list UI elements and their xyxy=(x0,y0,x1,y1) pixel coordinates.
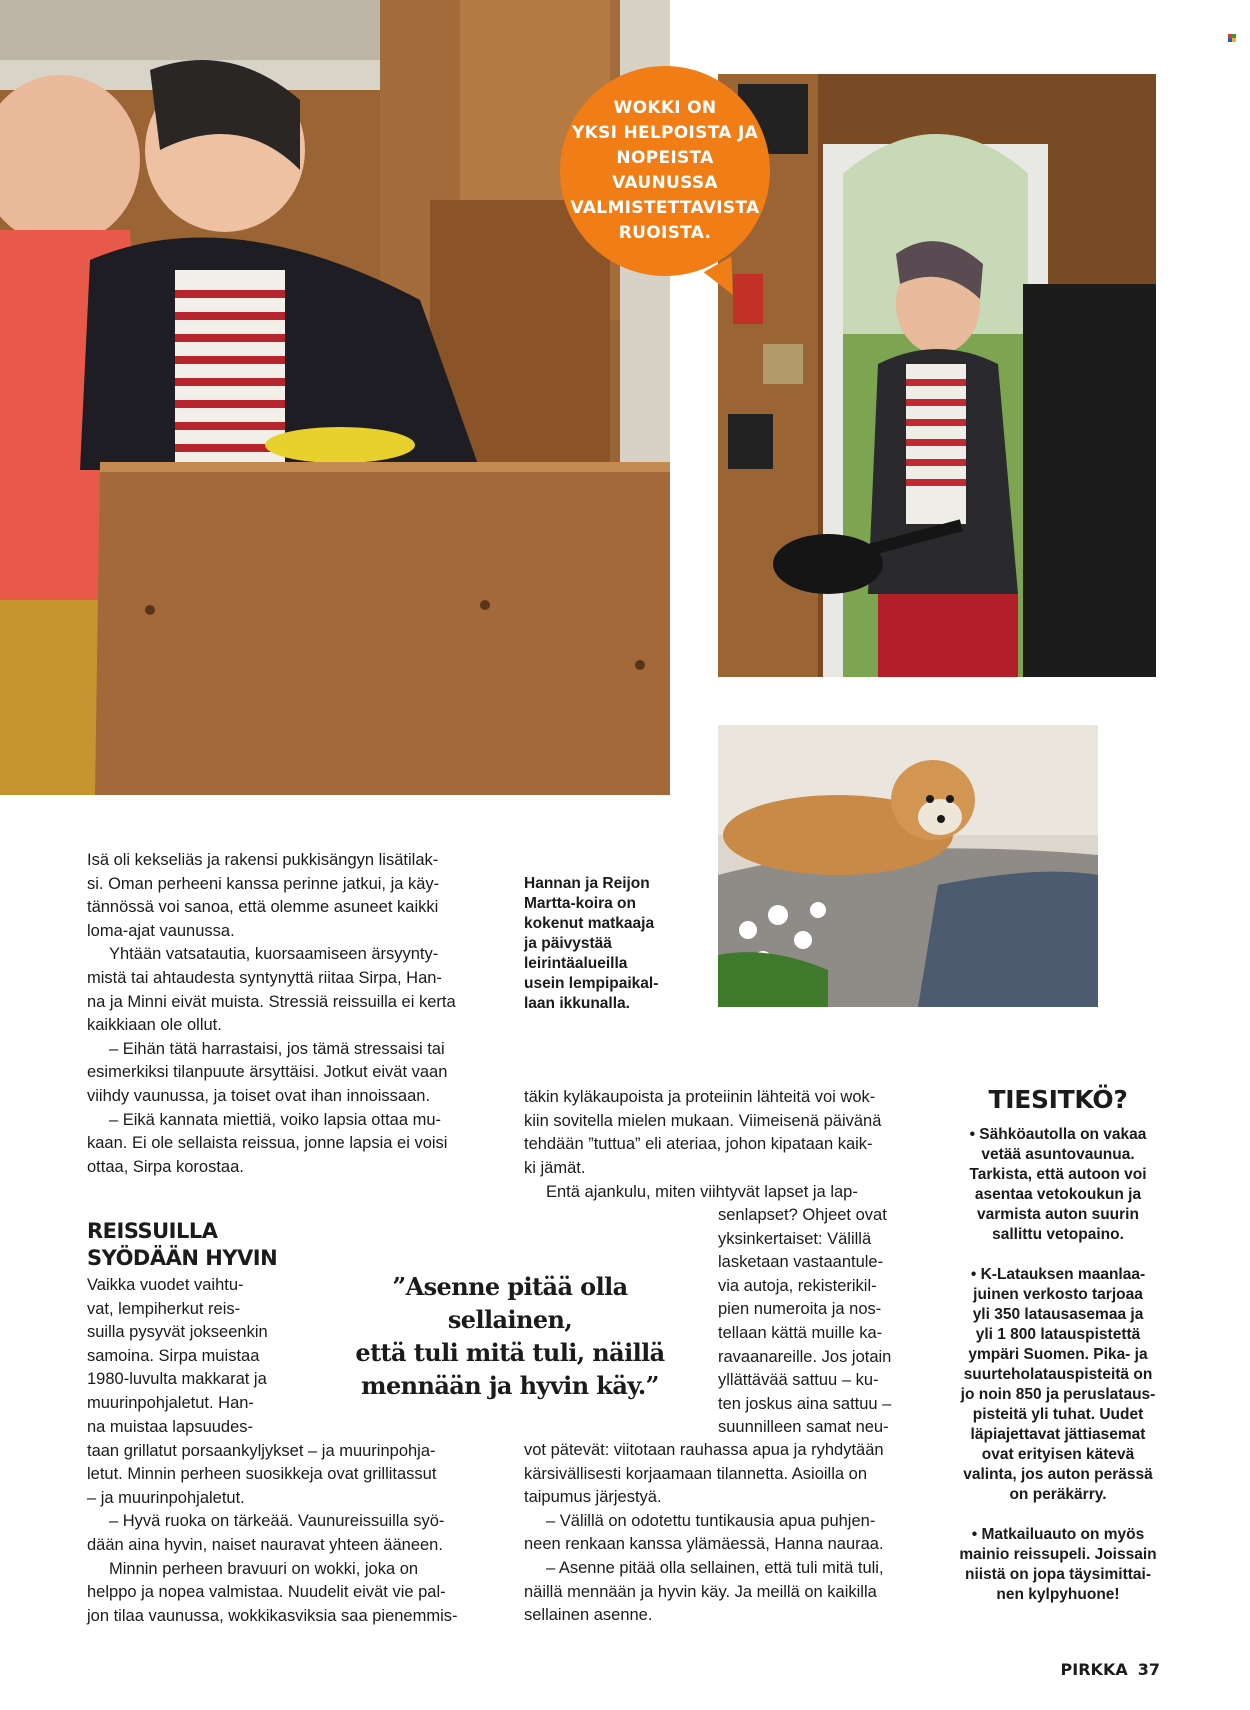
caption-line: usein lempipaikal- xyxy=(524,975,659,992)
paragraph xyxy=(524,1510,914,1557)
text-line: ympäri Suomen. Pika- ja xyxy=(968,1346,1148,1363)
text-line: Entä ajankulu, miten viihtyvät lapset ja lap- xyxy=(546,1183,858,1201)
text-line: via autoja, rekisterikil- xyxy=(718,1276,877,1295)
sidebar-title: TIESITKÖ? xyxy=(988,1085,1128,1114)
caption-line: kokenut matkaaja xyxy=(524,915,655,932)
text-line: yllättävää sattuu – ku- xyxy=(718,1371,879,1390)
text-line: suunnilleen samat neu- xyxy=(718,1418,889,1437)
text-line: na ja Minni eivät muista. Stressiä reissuilla ei kerta xyxy=(87,992,456,1011)
text-line: kiin sovitella mielen mukaan. Viimeisenä päivänä xyxy=(524,1111,882,1130)
article-column-2-bottom xyxy=(524,1439,914,1628)
paragraph xyxy=(524,1439,914,1510)
text-line: ravaanareille. Jos jotain xyxy=(718,1347,892,1366)
paragraph xyxy=(87,1038,473,1109)
quote-bubble xyxy=(560,66,770,276)
text-line: taan grillatut porsaankyljykset – ja muurinpohja- xyxy=(87,1441,436,1460)
text-line: • Sähköautolla on vakaa xyxy=(969,1126,1147,1143)
text-line: – Hyvä ruoka on tärkeää. Vaunureissuilla syö- xyxy=(109,1512,445,1531)
text-line: muurinpohjaletut. Han- xyxy=(87,1393,254,1412)
sidebar-fact xyxy=(946,1525,1170,1605)
text-line: suilla pysyvät jokseenkin xyxy=(87,1323,268,1342)
caption-line: Hannan ja Reijon xyxy=(524,875,650,892)
text-line: – Eikä kannata miettiä, voiko lapsia ottaa mu- xyxy=(109,1110,442,1129)
text-line: tehdään ”tuttua” eli ateriaa, johon kipataan kaik- xyxy=(524,1135,873,1154)
photo-dog-on-fur-rug xyxy=(718,725,1098,1007)
text-line: – ja muurinpohjaletut. xyxy=(87,1488,245,1507)
caption-line: ja päivystää xyxy=(524,935,612,952)
heading-line: SYÖDÄÄN HYVIN xyxy=(87,1246,278,1270)
text-line: nen kylpyhuone! xyxy=(996,1586,1120,1603)
paragraph xyxy=(87,1510,473,1557)
text-line: niistä on jopa täysimittai- xyxy=(964,1566,1152,1583)
bubble-line: VALMISTETTAVISTA xyxy=(570,198,760,218)
caption-line: laan ikkunalla. xyxy=(524,995,630,1012)
text-line: ten joskus aina sattuu – xyxy=(718,1394,892,1413)
text-line: vot pätevät: viitotaan rauhassa apua ja ryhdytään xyxy=(524,1441,884,1459)
corner-logo-icon xyxy=(1228,34,1236,42)
text-line: helppo ja nopea valmistaa. Nuudelit eivät vie pal- xyxy=(87,1583,446,1602)
text-line: – Välillä on odotettu tuntikausia apua puhjen- xyxy=(546,1511,876,1530)
text-line: sellainen asenne. xyxy=(524,1606,653,1625)
text-line: jon tilaa vaunussa, wokkikasviksia saa pienemmis- xyxy=(87,1606,458,1625)
text-line: tännössä voi sanoa, että olemme asuneet kaikki xyxy=(87,898,439,917)
text-line: juinen verkosto tarjoaa xyxy=(973,1286,1143,1303)
text-line: kaikkiaan ole ollut. xyxy=(87,1016,222,1035)
text-line: jo noin 850 ja peruslataus- xyxy=(960,1386,1156,1403)
page-footer xyxy=(1000,1660,1160,1679)
text-line: taipumus järjestyä. xyxy=(524,1488,662,1507)
text-line: ottaa, Sirpa korostaa. xyxy=(87,1157,244,1176)
text-line: loma-ajat vaunussa. xyxy=(87,921,235,940)
paragraph xyxy=(87,1416,473,1510)
photo-caption xyxy=(524,874,674,1014)
text-line: täkin kyläkaupoista ja proteiinin lähteitä voi wok- xyxy=(524,1088,876,1106)
text-line: läpiajettavat jättiasemat xyxy=(970,1426,1146,1443)
bubble-line: RUOISTA. xyxy=(618,223,712,243)
text-line: mainio reissupeli. Joissain xyxy=(959,1546,1157,1563)
text-line: suurteholatauspisteitä on xyxy=(963,1366,1153,1383)
pull-quote-line: mennään ja hyvin käy.” xyxy=(361,1371,659,1400)
caption-line: leirintäalueilla xyxy=(524,955,628,972)
text-line: vetää asuntovaunua. xyxy=(981,1146,1135,1163)
text-line: senlapset? Ohjeet ovat xyxy=(718,1206,887,1224)
text-line: Yhtään vatsatautia, kuorsaamiseen ärsyynty- xyxy=(109,945,439,964)
article-column-1-bottom xyxy=(87,1416,473,1628)
text-line: ovat erityisen kätevä xyxy=(981,1446,1135,1463)
caption-line: Martta-koira on xyxy=(524,895,636,912)
sidebar-fact xyxy=(946,1265,1170,1505)
text-line: yli 1 800 latauspistettä xyxy=(975,1326,1141,1343)
bubble-line: WOKKI ON xyxy=(613,98,717,118)
paragraph xyxy=(524,1557,914,1628)
text-line: näillä mennään ja hyvin käy. Ja meillä on kaikilla xyxy=(524,1582,877,1601)
magazine-name: PIRKKA xyxy=(1060,1660,1128,1679)
text-line: samoina. Sirpa muistaa xyxy=(87,1346,260,1365)
text-line: on peräkärry. xyxy=(1009,1486,1107,1503)
paragraph xyxy=(87,943,473,1037)
text-line: viihdy vaunussa, ja toiset ovat ihan innoissaan. xyxy=(87,1086,431,1105)
text-line: Minnin perheen bravuuri on wokki, joka on xyxy=(109,1559,419,1578)
article-column-2-top xyxy=(524,1086,904,1180)
text-line: vat, lempiherkut reis- xyxy=(87,1299,241,1318)
paragraph xyxy=(87,1558,473,1629)
photo-woman-with-pan-in-doorway xyxy=(718,74,1156,677)
pull-quote xyxy=(335,1270,685,1402)
sidebar-fact xyxy=(946,1125,1170,1245)
text-line: – Eihän tätä harrastaisi, jos tämä stressaisi tai xyxy=(109,1039,445,1058)
text-line: kärsivällisesti korjaamaan tilannetta. Asioilla on xyxy=(524,1464,868,1483)
text-line: pisteitä yli tuhat. Uudet xyxy=(972,1406,1144,1423)
text-line: letut. Minnin perheen suosikkeja ovat grillitassut xyxy=(87,1465,437,1484)
text-line: ki jämät. xyxy=(524,1158,586,1177)
text-line: • K-Latauksen maanlaa- xyxy=(970,1266,1146,1283)
text-line: yli 350 latausasemaa ja xyxy=(972,1306,1144,1323)
text-line: kaan. Ei ole sellaista reissua, jonne lapsia ei voisi xyxy=(87,1134,448,1153)
sidebar-facts xyxy=(946,1125,1170,1625)
text-line: Tarkista, että autoon voi xyxy=(969,1166,1147,1183)
text-line: varmista auton suurin xyxy=(977,1206,1139,1223)
text-line: dään aina hyvin, naiset nauravat yhteen ääneen. xyxy=(87,1535,443,1554)
pull-quote-line: ”Asenne pitää olla sellainen, xyxy=(392,1272,628,1334)
bubble-text xyxy=(549,96,782,246)
paragraph xyxy=(87,849,473,943)
text-line: na muistaa lapsuudes- xyxy=(87,1418,254,1436)
bubble-line: YKSI HELPOISTA JA xyxy=(571,123,759,143)
text-line: sallittu vetopaino. xyxy=(992,1226,1124,1243)
text-line: pien numeroita ja nos- xyxy=(718,1300,882,1319)
page-number: 37 xyxy=(1137,1660,1160,1679)
article-column-1-top xyxy=(87,849,473,1179)
section-heading xyxy=(87,1218,387,1272)
text-line: esimerkiksi tilanpuute ärsyttäisi. Jotkut eivät vaan xyxy=(87,1063,448,1082)
text-line: • Matkailuauto on myös xyxy=(971,1526,1145,1543)
text-line: yksinkertaiset: Välillä xyxy=(718,1229,872,1248)
article-column-1-narrow xyxy=(87,1274,287,1416)
text-line: tellaan kättä muille ka- xyxy=(718,1323,883,1342)
text-line: mistä tai ahtaudesta syntynyttä riitaa Sirpa, Han- xyxy=(87,968,442,987)
article-column-2-narrow xyxy=(718,1204,908,1440)
text-line: 1980-luvulta makkarat ja xyxy=(87,1370,267,1389)
text-line: Isä oli kekseliäs ja rakensi pukkisängyn lisätilak- xyxy=(87,851,439,869)
text-line: asentaa vetokoukun ja xyxy=(974,1186,1142,1203)
pull-quote-line: että tuli mitä tuli, näillä xyxy=(355,1338,665,1367)
bubble-line: NOPEISTA VAUNUSSA xyxy=(612,148,718,193)
paragraph xyxy=(87,1109,473,1180)
heading-line: REISSUILLA xyxy=(87,1219,218,1243)
text-line: si. Oman perheeni kanssa perinne jatkui, ja käy- xyxy=(87,874,440,893)
text-line: – Asenne pitää olla sellainen, että tuli mitä tuli, xyxy=(546,1558,884,1577)
article-column-2-paragraph-start xyxy=(524,1181,904,1205)
text-line: valinta, jos auton perässä xyxy=(963,1466,1153,1483)
text-line: Vaikka vuodet vaihtu- xyxy=(87,1276,244,1294)
text-line: lasketaan vastaantule- xyxy=(718,1253,884,1272)
text-line: neen renkaan kanssa ylämäessä, Hanna nauraa. xyxy=(524,1535,884,1554)
